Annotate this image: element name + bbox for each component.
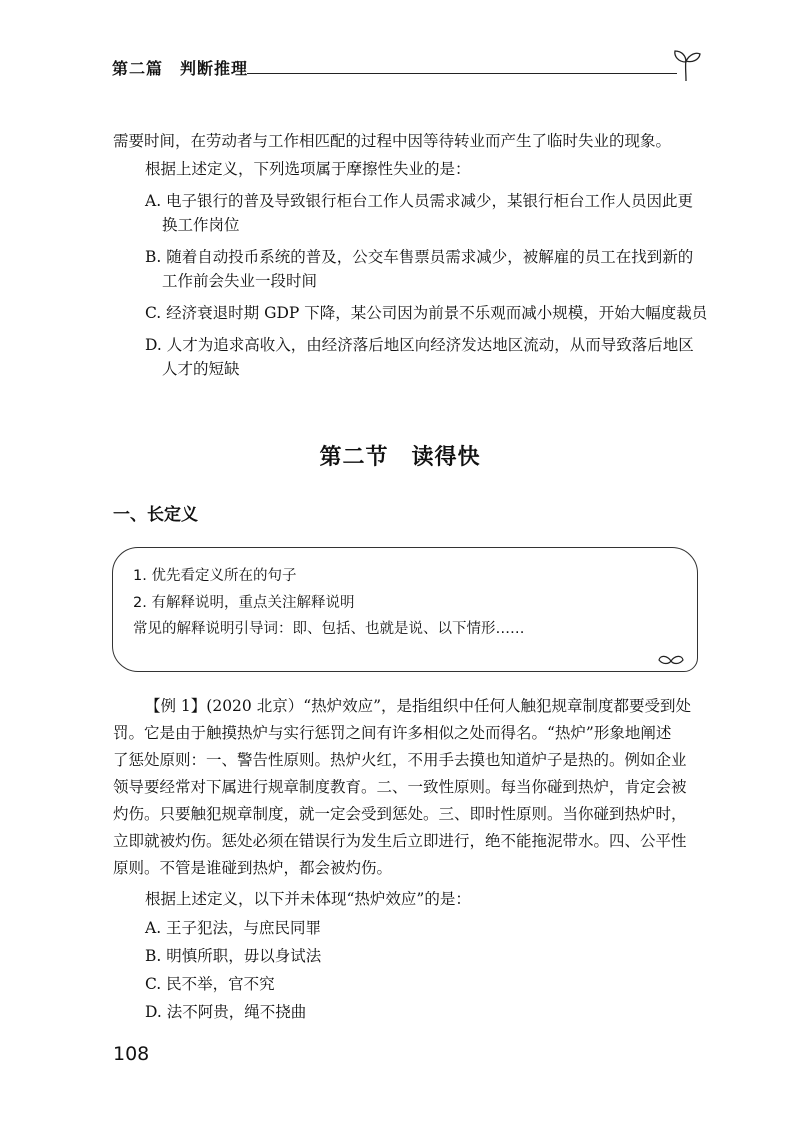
leaf-ornament-icon bbox=[657, 653, 685, 667]
example-line: 立即就被灼伤。惩处必须在错误行为发生后立即进行，绝不能拖泥带水。四、公平性 bbox=[113, 832, 687, 850]
section-title: 第二节 读得快 bbox=[319, 445, 481, 470]
example-line: 领导要经常对下属进行规章制度教育。二、一致性原则。每当你碰到热炉，肯定会被 bbox=[113, 778, 687, 796]
prev-option-a-cont: 换工作岗位 bbox=[162, 216, 240, 234]
prev-option-b: B. 随着自动投币系统的普及，公交车售票员需求减少，被解雇的员工在找到新的 bbox=[145, 248, 694, 266]
example-option-b: B. 明慎所职，毋以身试法 bbox=[145, 947, 322, 965]
running-header-label: 第二篇 判断推理 bbox=[112, 59, 249, 78]
example-question: 根据上述定义，以下并未体现“热炉效应”的是： bbox=[145, 890, 471, 908]
tip-item-2: 2. 有解释说明，重点关注解释说明 bbox=[133, 595, 355, 611]
example-line: 了惩处原则：一、警告性原则。热炉火红，不用手去摸也知道炉子是热的。例如企业 bbox=[113, 751, 687, 769]
prev-option-b-cont: 工作前会失业一段时间 bbox=[162, 272, 318, 290]
tip-box bbox=[112, 547, 698, 672]
tip-item-3: 常见的解释说明引导词：即、包括、也就是说、以下情形…… bbox=[133, 621, 525, 637]
example-option-a: A. 王子犯法，与庶民同罪 bbox=[145, 919, 322, 937]
prev-option-a: A. 电子银行的普及导致银行柜台工作人员需求减少，某银行柜台工作人员因此更 bbox=[145, 192, 694, 210]
example-option-d: D. 法不阿贵，绳不挠曲 bbox=[145, 1003, 307, 1021]
example-option-c: C. 民不举，官不究 bbox=[145, 975, 275, 993]
prev-paragraph-line: 需要时间，在劳动者与工作相匹配的过程中因等待转业而产生了临时失业的现象。 bbox=[113, 132, 672, 150]
example-line: 【例 1】(2020 北京）“热炉效应”，是指组织中任何人触犯规章制度都要受到处 bbox=[145, 697, 692, 715]
page-number: 108 bbox=[113, 1043, 150, 1065]
sub-heading: 一、长定义 bbox=[113, 505, 198, 525]
prev-option-c: C. 经济衰退时期 GDP 下降，某公司因为前景不乐观而减小规模，开始大幅度裁员 bbox=[145, 304, 708, 322]
header-rule bbox=[247, 73, 677, 74]
example-line: 罚。它是由于触摸热炉与实行惩罚之间有许多相似之处而得名。“热炉”形象地阐述 bbox=[113, 724, 672, 742]
prev-option-d-cont: 人才的短缺 bbox=[162, 360, 240, 378]
example-line: 原则。不管是谁碰到热炉，都会被灼伤。 bbox=[113, 859, 393, 877]
tip-item-1: 1. 优先看定义所在的句子 bbox=[133, 568, 297, 584]
sprout-icon bbox=[672, 48, 702, 82]
prev-question: 根据上述定义，下列选项属于摩擦性失业的是： bbox=[145, 160, 471, 178]
example-line: 灼伤。只要触犯规章制度，就一定会受到惩处。三、即时性原则。当你碰到热炉时， bbox=[113, 805, 687, 823]
running-header bbox=[112, 56, 702, 86]
prev-option-d: D. 人才为追求高收入，由经济落后地区向经济发达地区流动，从而导致落后地区 bbox=[145, 336, 694, 354]
